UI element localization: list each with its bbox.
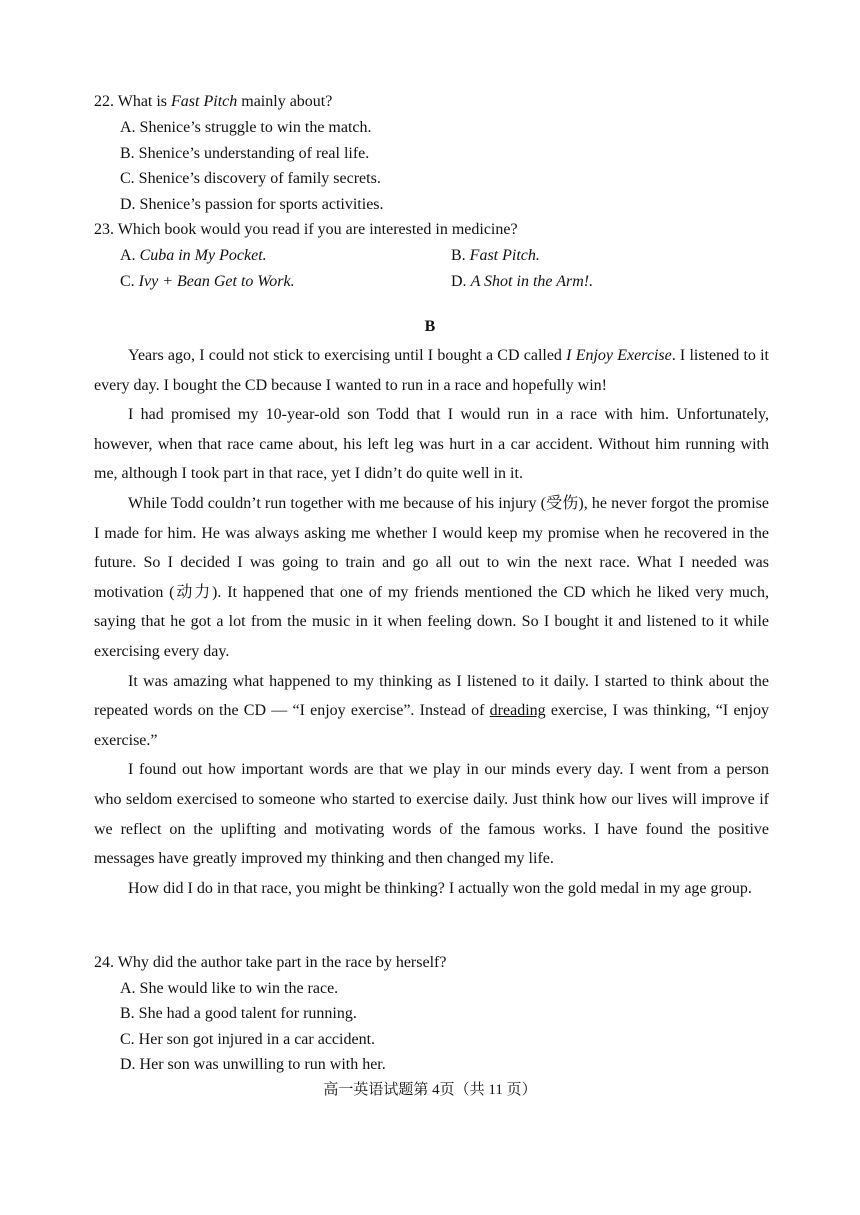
q23-a-title: Cuba in My Pocket.	[139, 247, 267, 264]
p4-text-a: It was amazing what happened to my thinking as I listened to it daily. I started to think about the repeated words on the CD — “I enjoy exercise”. Instead of	[94, 672, 769, 720]
q22-book-title: Fast Pitch	[171, 93, 238, 110]
q22-option-c: C. Shenice’s discovery of family secrets.	[120, 170, 381, 187]
p1-text-a: Years ago, I could not stick to exercising until I bought a CD called	[128, 347, 567, 364]
q23-option-c	[120, 272, 295, 292]
q23-d-letter: D.	[451, 273, 471, 290]
q23-option-d	[451, 272, 593, 292]
q22-option-b: B. Shenice’s understanding of real life.	[120, 145, 370, 162]
q22-option-d: D. Shenice’s passion for sports activities.	[120, 196, 384, 213]
question-22-stem	[94, 92, 332, 112]
q23-a-letter: A.	[120, 247, 140, 264]
q22-option-a: A. Shenice’s struggle to win the match.	[120, 119, 372, 136]
q23-c-letter: C.	[120, 273, 139, 290]
question-23-stem: 23. Which book would you read if you are interested in medicine?	[94, 221, 518, 238]
q24-option-c: C. Her son got injured in a car accident.	[120, 1031, 376, 1048]
section-heading: B	[424, 318, 436, 335]
q23-option-b	[451, 246, 540, 266]
question-24-stem: 24. Why did the author take part in the race by herself?	[94, 954, 447, 971]
q23-option-a	[120, 246, 267, 266]
q23-c-title: Ivy + Bean Get to Work.	[138, 273, 295, 290]
q24-option-b: B. She had a good talent for running.	[120, 1005, 357, 1022]
passage-paragraph-3: While Todd couldn’t run together with me because of his injury (受伤), he never forgot the promise I made for him. He was always asking me whether I would keep my promise when he recovered in the future. So I decided I was going to train and go all out to win the next race. What I needed was motivation (动力). It happened that one of my friends mentioned the CD which he liked very much, saying that he got a lot from the music in it when feeling down. So I bought it and listened to it while exercising every day.	[94, 494, 769, 660]
passage-paragraph-4	[94, 667, 769, 756]
underlined-word: dreading	[489, 702, 546, 720]
page-footer: 高一英语试题第 4页（共 11 页）	[323, 1082, 537, 1098]
passage-paragraph-2: I had promised my 10-year-old son Todd that I would run in a race with him. Unfortunately, however, when that race came about, his left leg was hurt in a car accident. Without him running with me, although I took part in that race, yet I didn’t do quite well in it.	[94, 406, 769, 483]
q24-option-d: D. Her son was unwilling to run with her.	[120, 1056, 386, 1073]
passage-paragraph-1	[94, 341, 769, 400]
q24-option-a: A. She would like to win the race.	[120, 980, 339, 997]
p4-text-b: exercise, I was thinking, “I enjoy exercise.”	[94, 702, 769, 749]
cd-title: I Enjoy Exercise	[566, 347, 672, 364]
passage-paragraph-6: How did I do in that race, you might be thinking? I actually won the gold medal in my age group.	[128, 879, 752, 897]
p1-text-b: . I listened to it every day. I bought the CD because I wanted to run in a race and hopefully win!	[94, 347, 769, 394]
q23-b-title: Fast Pitch.	[469, 247, 540, 264]
passage-paragraph-5: I found out how important words are that we play in our minds every day. I went from a person who seldom exercised to someone who started to exercise daily. Just think how our lives will improve if we reflect on the uplifting and motivating words of the famous works. I have found the positive messages have greatly improved my thinking and then changed my life.	[94, 761, 769, 868]
q23-b-letter: B.	[451, 247, 470, 264]
q22-prefix: 22. What is	[94, 93, 172, 110]
q22-suffix: mainly about?	[237, 93, 333, 110]
reading-passage	[94, 341, 769, 903]
q23-d-title: A Shot in the Arm!.	[470, 273, 594, 290]
